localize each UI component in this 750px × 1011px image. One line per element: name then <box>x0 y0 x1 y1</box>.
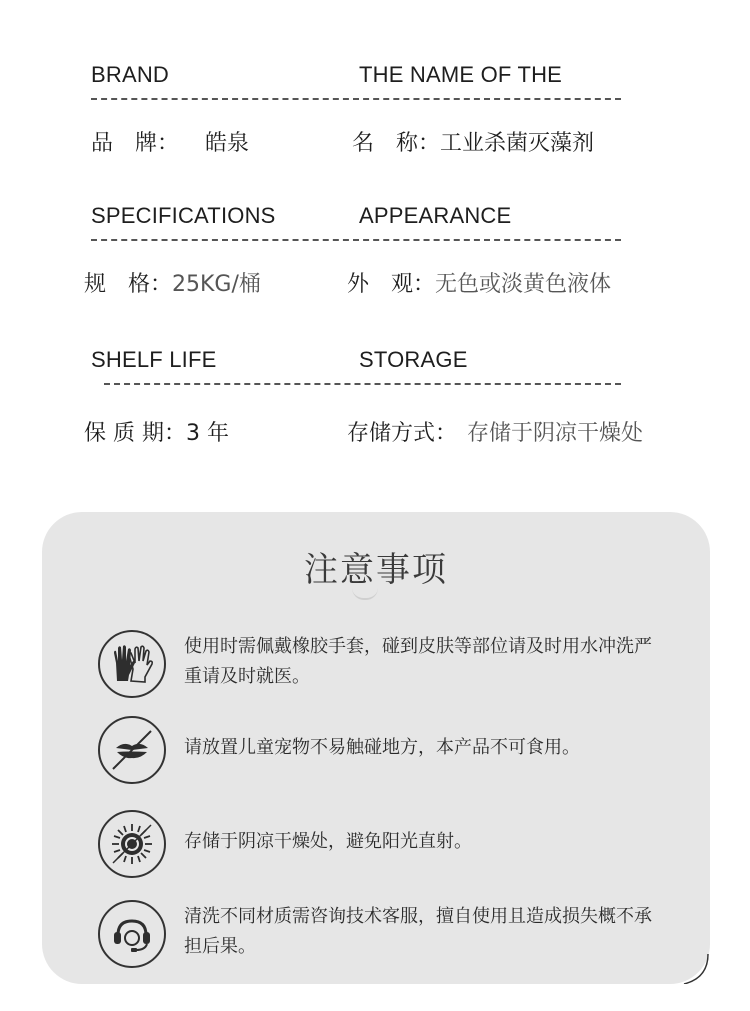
notice-title: 注意事项 <box>304 550 448 590</box>
divider <box>91 239 621 241</box>
storage-cn <box>347 416 643 447</box>
no-sun-icon <box>98 810 166 878</box>
notice-item <box>98 810 698 880</box>
shelf-cn <box>84 416 229 447</box>
shelf-life-en-label: SHELF LIFE <box>91 347 217 372</box>
appearance-en-label: APPEARANCE <box>359 203 512 228</box>
divider <box>104 383 621 385</box>
name-cn-label: 名 称： <box>352 131 441 156</box>
name-cn <box>352 126 594 157</box>
brand-en-label: BRAND <box>91 62 170 87</box>
notice-item-text: 请放置儿童宠物不易触碰地方，本产品不可食用。 <box>184 737 580 758</box>
spec-cn <box>84 267 261 298</box>
spec-cn-value: 25KG/桶 <box>172 272 261 297</box>
notice-item-text: 使用时需佩戴橡胶手套，碰到皮肤等部位请及时用水冲洗严重请及时就医。 <box>184 636 652 687</box>
title-decoration <box>352 588 378 600</box>
corner-decoration <box>680 954 710 984</box>
appearance-cn-value: 无色或淡黄色液体 <box>435 272 612 297</box>
storage-cn-value: 存储于阴凉干燥处 <box>467 421 644 446</box>
name-en-label: THE NAME OF THE <box>359 62 563 87</box>
no-eating-icon <box>98 716 166 784</box>
shelf-cn-value: 3 年 <box>186 421 229 446</box>
notice-item-text: 存储于阴凉干燥处，避免阳光直射。 <box>184 831 472 852</box>
notice-item <box>98 630 698 700</box>
spec-section <box>0 0 750 480</box>
appearance-cn <box>347 267 611 298</box>
shelf-cn-label: 保 质 期： <box>84 421 186 446</box>
name-cn-value: 工业杀菌灭藻剂 <box>440 131 595 156</box>
spec-cn-label: 规 格： <box>84 272 173 297</box>
brand-cn <box>91 126 249 157</box>
brand-cn-value: 皓泉 <box>205 131 250 156</box>
storage-en-label: STORAGE <box>359 347 468 372</box>
specifications-en-label: SPECIFICATIONS <box>91 203 276 228</box>
notice-item <box>98 900 698 970</box>
appearance-cn-label: 外 观： <box>347 272 436 297</box>
notice-item-text: 清洗不同材质需咨询技术客服，擅自使用且造成损失概不承担后果。 <box>184 906 652 957</box>
notice-panel <box>42 512 710 984</box>
gloves-icon <box>98 630 166 698</box>
storage-cn-label: 存储方式： <box>347 421 458 446</box>
divider <box>91 98 621 100</box>
brand-cn-label: 品 牌： <box>91 131 180 156</box>
headset-icon <box>98 900 166 968</box>
notice-item <box>98 716 698 786</box>
